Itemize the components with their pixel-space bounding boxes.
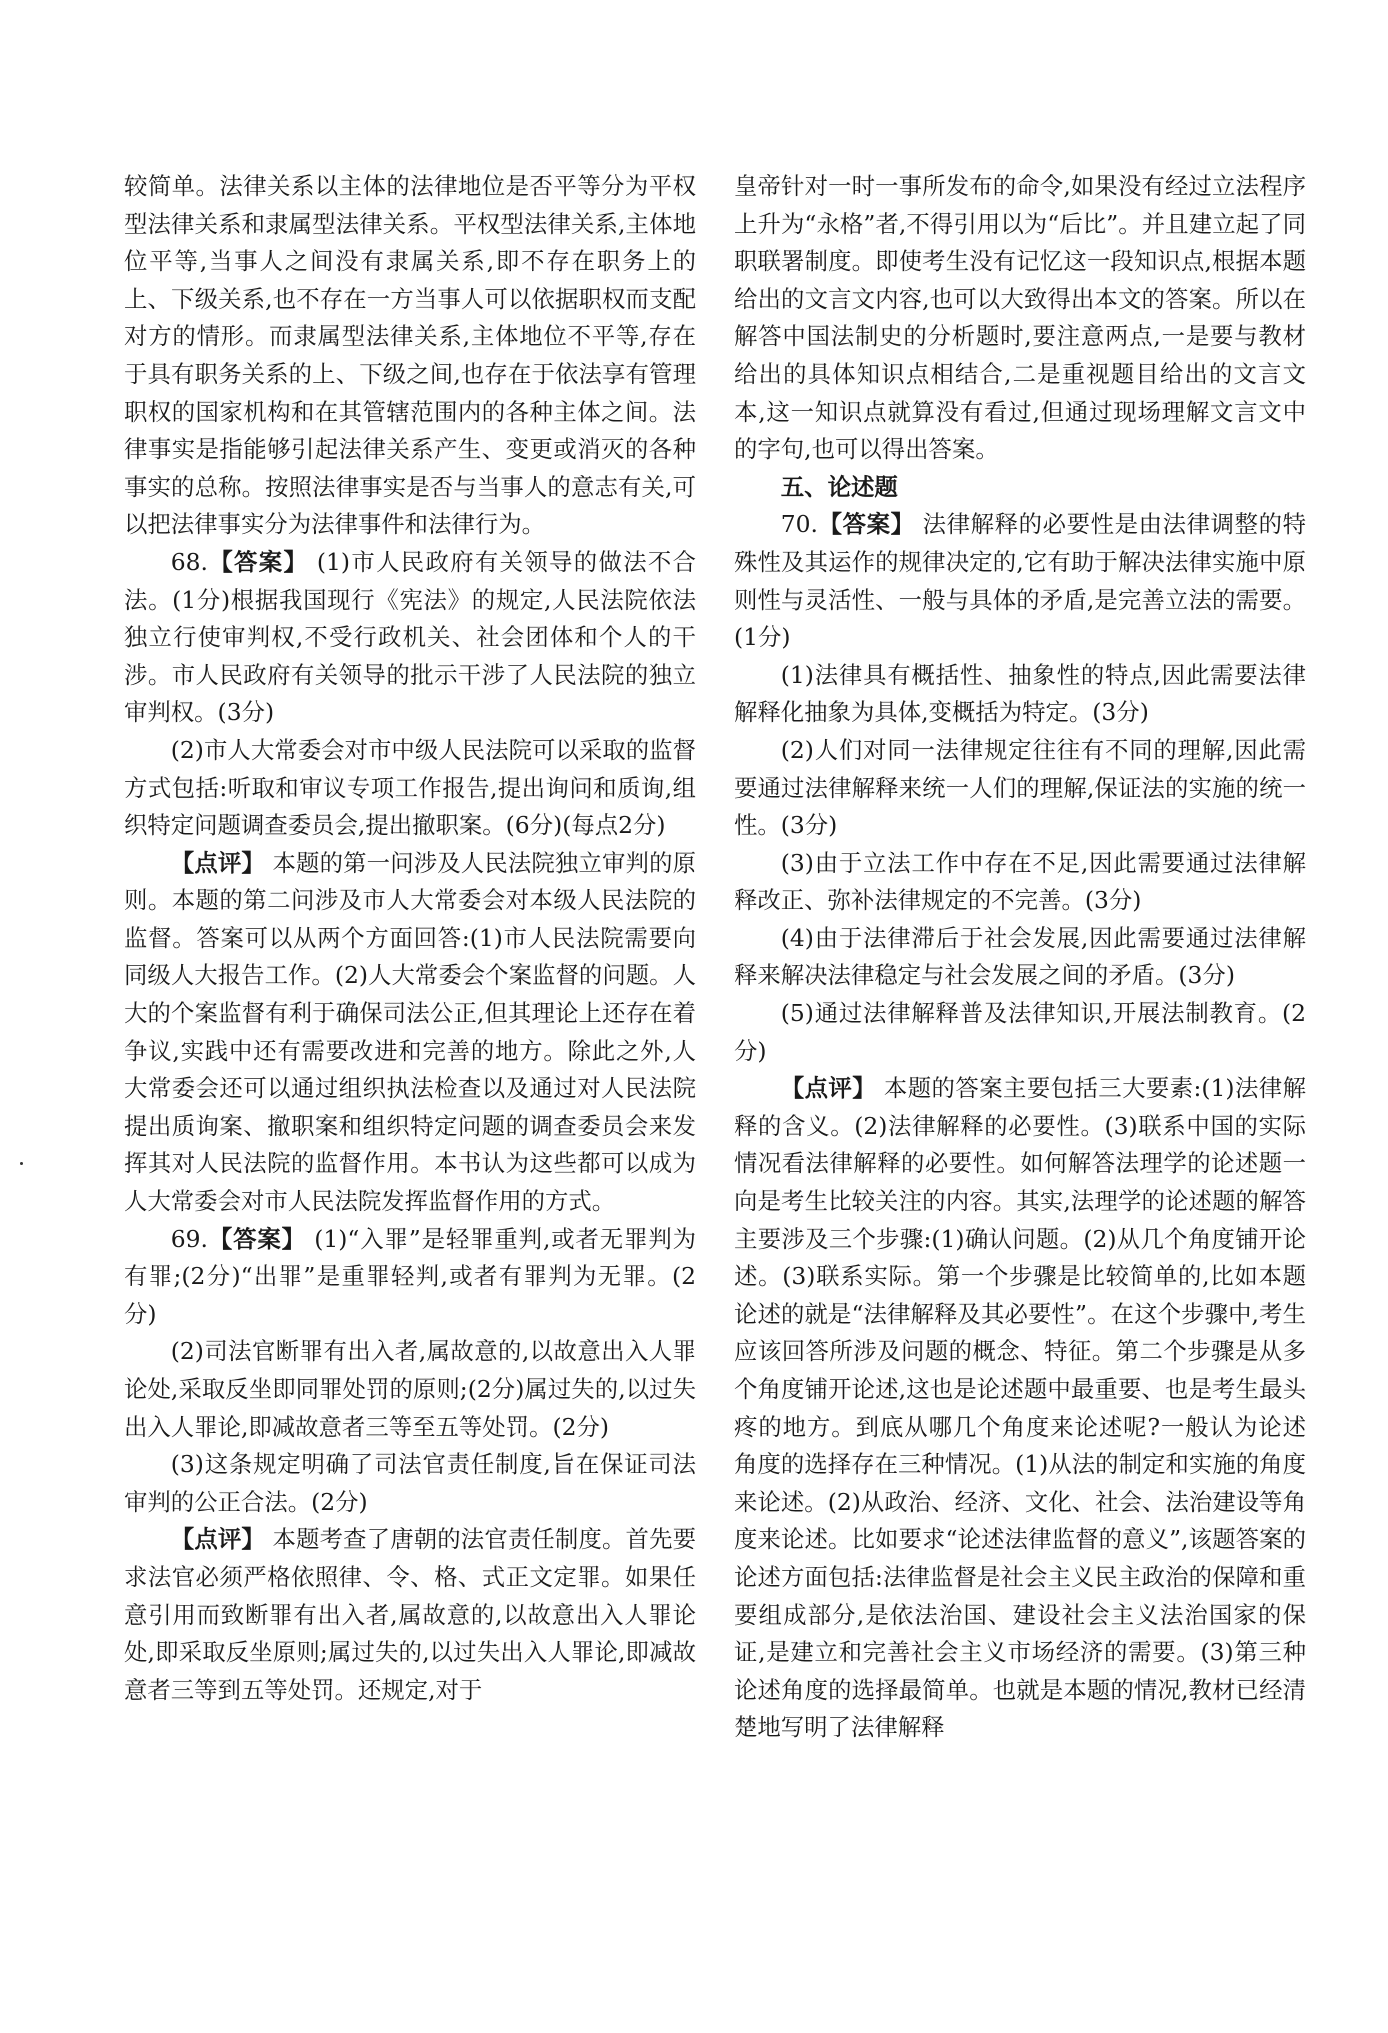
q69-answer-paragraph	[124, 1221, 696, 1334]
q70-answer-text: 法律解释的必要性是由法律调整的特殊性及其运作的规律决定的,它有助于解决法律实施中原则性与灵活性、一般与具体的矛盾,是完善立法的需要。(1分)	[734, 510, 1307, 652]
q69-answer-label: 【答案】	[208, 1224, 306, 1253]
q68-comment-text: 本题的第一问涉及人民法院独立审判的原则。本题的第二问涉及市人大常委会对本级人民法院的监督。答案可以从两个方面回答:(1)市人民法院需要向同级人大报告工作。(2)人大常委会个案监督的问题。人大的个案监督有利于确保司法公正,但其理论上还存在着争议,实践中还有需要改进和完善的地方。除此之外,人大常委会还可以通过组织执法检查以及通过对人民法院提出质询案、撤职案和组织特定问题的调查委员会来发挥其对人民法院的监督作用。本书认为这些都可以成为人大常委会对市人民法院发挥监督作用的方式。	[124, 848, 696, 1216]
margin-dot	[20, 1162, 23, 1165]
q70-comment-label: 【点评】	[780, 1074, 877, 1103]
q70-answer-part5: (5)通过法律解释普及法律知识,开展法制教育。(2分)	[734, 999, 1306, 1065]
q70-answer-part1: (1)法律具有概括性、抽象性的特点,因此需要法律解释化抽象为具体,变概括为特定。(3分)	[734, 660, 1306, 727]
q68-answer-part2: (2)市人大常委会对市中级人民法院可以采取的监督方式包括:听取和审议专项工作报告,提出询问和质询,组织特定问题调查委员会,提出撤职案。(6分)(每点2分)	[124, 735, 696, 840]
q70-comment-text: 本题的答案主要包括三大要素:(1)法律解释的含义。(2)法律解释的必要性。(3)联系中国的实际情况看法律解释的必要性。如何解答法理学的论述题一向是考生比较关注的内容。其实,法理学的论述题的解答主要涉及三个步骤:(1)确认问题。(2)从几个角度铺开论述。(3)联系实际。第一个步骤是比较简单的,比如本题论述的就是“法律解释及其必要性”。在这个步骤中,考生应该回答所涉及问题的概念、特征。第二个步骤是从多个角度铺开论述,这也是论述题中最重要、也是考生最头疼的地方。到底从哪几个角度来论述呢?一般认为论述角度的选择存在三种情况。(1)从法的制定和实施的角度来论述。(2)从政治、经济、文化、社会、法治建设等角度来论述。比如要求“论述法律监督的意义”,该题答案的论述方面包括:法律监督是社会主义民主政治的保障和重要组成部分,是依法治国、建设社会主义法治国家的保证,是建立和完善社会主义市场经济的需要。(3)第三种论述角度的选择最简单。也就是本题的情况,教材已经清楚地写明了法律解释	[734, 1074, 1306, 1742]
q68-number: 68.	[170, 547, 208, 576]
right-column	[734, 168, 1306, 1747]
q68-answer-label: 【答案】	[208, 547, 309, 576]
left-column	[124, 168, 696, 1709]
q68-comment-label: 【点评】	[170, 848, 265, 877]
q68-answer-paragraph	[124, 544, 696, 732]
q70-comment-paragraph	[734, 1070, 1306, 1747]
continued-paragraph: 较简单。法律关系以主体的法律地位是否平等分为平权型法律关系和隶属型法律关系。平权型法律关系,主体地位平等,当事人之间没有隶属关系,即不存在职务上的上、下级关系,也不存在一方当事人可以依据职权而支配对方的情形。而隶属型法律关系,主体地位不平等,存在于具有职务关系的上、下级之间,也存在于依法享有管理职权的国家机构和在其管辖范围内的各种主体之间。法律事实是指能够引起法律关系产生、变更或消灭的各种事实的总称。按照法律事实是否与当事人的意志有关,可以把法律事实分为法律事件和法律行为。	[124, 172, 696, 539]
q69-comment-text: 本题考查了唐朝的法官责任制度。首先要求法官必须严格依照律、令、格、式正文定罪。如果任意引用而致断罪有出入者,属故意的,以故意出入人罪论处,即采取反坐原则;属过失的,以过失出入人罪论,即减故意者三等到五等处罚。还规定,对于	[124, 1525, 696, 1704]
q69-answer-part3: (3)这条规定明确了司法官责任制度,旨在保证司法审判的公正合法。(2分)	[124, 1450, 696, 1516]
q70-answer-part4: (4)由于法律滞后于社会发展,因此需要通过法律解释来解决法律稳定与社会发展之间的矛盾。(3分)	[734, 923, 1306, 990]
q70-answer-label: 【答案】	[818, 510, 915, 539]
q68-comment-paragraph	[124, 845, 696, 1221]
q70-answer-part2: (2)人们对同一法律规定往往有不同的理解,因此需要通过法律解释来统一人们的理解,保证法的实施的统一性。(3分)	[734, 735, 1306, 840]
q69-comment-label: 【点评】	[170, 1525, 265, 1554]
q68-answer-text: (1)市人民政府有关领导的做法不合法。(1分)根据我国现行《宪法》的规定,人民法院依法独立行使审判权,不受行政机关、社会团体和个人的干涉。市人民政府有关领导的批示干涉了人民法院的独立审判权。(3分)	[124, 547, 697, 727]
q69-number: 69.	[170, 1224, 208, 1253]
q69-answer-part2: (2)司法官断罪有出入者,属故意的,以故意出入人罪论处,采取反坐即同罪处罚的原则;(2分)属过失的,以过失出入人罪论,即减故意者三等至五等处罚。(2分)	[124, 1337, 696, 1441]
q70-answer-paragraph	[734, 506, 1306, 656]
q69-comment-paragraph	[124, 1521, 696, 1709]
continued-paragraph: 皇帝针对一时一事所发布的命令,如果没有经过立法程序上升为“永格”者,不得引用以为“后比”。并且建立起了同职联署制度。即使考生没有记忆这一段知识点,根据本题给出的文言文内容,也可以大致得出本文的答案。所以在解答中国法制史的分析题时,要注意两点,一是要与教材给出的具体知识点相结合,二是重视题目给出的文言文本,这一知识点就算没有看过,但通过现场理解文言文中的字句,也可以得出答案。	[734, 172, 1306, 464]
q70-number: 70.	[780, 510, 818, 539]
q69-answer-text: (1)“入罪”是轻罪重判,或者无罪判为有罪;(2分)“出罪”是重罪轻判,或者有罪判为无罪。(2分)	[124, 1224, 696, 1328]
q70-answer-part3: (3)由于立法工作中存在不足,因此需要通过法律解释改正、弥补法律规定的不完善。(3分)	[734, 848, 1306, 915]
section-heading: 五、论述题	[780, 472, 898, 501]
